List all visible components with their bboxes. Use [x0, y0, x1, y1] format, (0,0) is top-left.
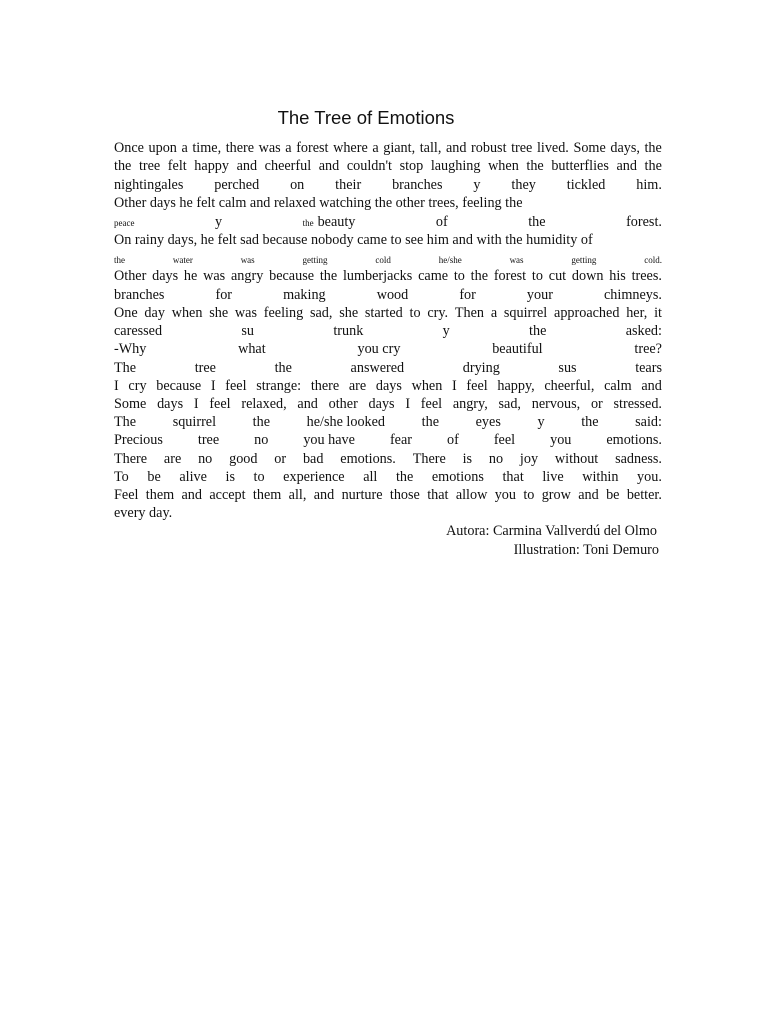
text-line [114, 431, 662, 449]
word: of [435, 214, 448, 230]
word: fear [389, 432, 412, 448]
word: squirrel [503, 305, 548, 321]
word: emotions. [606, 432, 662, 448]
word: within [582, 469, 619, 485]
text-line-content: On rainy days, he felt sad because nobody came to see him and with the humidity of [114, 232, 593, 248]
word: you have [303, 432, 355, 448]
word: of [447, 432, 459, 448]
word: One [114, 305, 138, 321]
text-line [114, 213, 662, 231]
word: cheerful [264, 158, 312, 174]
word: bad [302, 451, 324, 467]
word: time, [192, 140, 222, 156]
word: for [459, 287, 476, 303]
word: a [490, 305, 498, 321]
word: she [339, 305, 359, 321]
word: tall, [419, 140, 442, 156]
word: answered [350, 360, 405, 376]
word: the [114, 255, 125, 265]
illustration-credit: Illustration: Toni Demuro [513, 542, 659, 558]
word: the [644, 158, 662, 174]
word: their [335, 177, 362, 193]
word: that [427, 487, 449, 503]
word: better. [626, 487, 662, 503]
word: because [156, 378, 202, 394]
word: peace [114, 218, 135, 228]
word: you [494, 487, 516, 503]
word: getting [571, 255, 597, 265]
word: experience [283, 469, 345, 485]
word: where [333, 140, 368, 156]
word: all [363, 469, 378, 485]
word: Some [573, 140, 606, 156]
text-line [114, 468, 662, 486]
word: cold [375, 255, 391, 265]
word: he/she [438, 255, 462, 265]
word: you. [637, 469, 662, 485]
word: sus [558, 360, 577, 376]
word: or [274, 451, 287, 467]
word: The [114, 414, 137, 430]
word: the [252, 414, 270, 430]
word: approached [554, 305, 620, 321]
word: butterflies [551, 158, 609, 174]
word: sadness. [615, 451, 662, 467]
word: to [523, 487, 535, 503]
text-line [114, 450, 662, 468]
word: no [198, 451, 213, 467]
word: be [606, 487, 620, 503]
author-credit: Autora: Carmina Vallverdú del Olmo [446, 523, 657, 539]
word: relaxed, [241, 396, 287, 412]
word: day [144, 305, 165, 321]
word: the [529, 323, 547, 339]
word: they [511, 177, 536, 193]
word: him. [636, 177, 662, 193]
word: Other [114, 268, 147, 284]
word: beauty [317, 214, 356, 230]
word: no [488, 451, 504, 467]
text-line [114, 267, 662, 285]
word: there [225, 140, 255, 156]
word: is [225, 469, 235, 485]
word: To [114, 469, 129, 485]
word: There [412, 451, 446, 467]
word: trunk [333, 323, 364, 339]
word: to [253, 469, 265, 485]
word: no [254, 432, 269, 448]
word: cold. [644, 255, 662, 265]
word: her, [626, 305, 648, 321]
word: emotions [431, 469, 484, 485]
word: because [269, 268, 315, 284]
word: the [114, 158, 132, 174]
word: when [171, 305, 203, 321]
word: Feel [114, 487, 139, 503]
text-line [114, 322, 662, 340]
word: allow [455, 487, 488, 503]
word: cry [128, 378, 147, 394]
word: alive [179, 469, 207, 485]
word: trees. [631, 268, 662, 284]
word: stressed. [613, 396, 662, 412]
word: angry [231, 268, 264, 284]
text-line [114, 395, 662, 413]
word: and [578, 487, 599, 503]
word: to [531, 268, 543, 284]
word: are [348, 378, 367, 394]
word: perched [214, 177, 260, 193]
word: and [445, 140, 467, 156]
word: was [234, 305, 257, 321]
word: and [318, 158, 340, 174]
word: tree [138, 158, 161, 174]
text-line [114, 377, 662, 395]
word: was [509, 255, 524, 265]
word: there [310, 378, 340, 394]
word: the [421, 414, 439, 430]
illustration-credit-line [114, 541, 659, 559]
word: you [550, 432, 572, 448]
word: tree [194, 360, 216, 376]
text-line [114, 340, 662, 358]
word: beautiful [492, 341, 543, 357]
word: and [236, 158, 258, 174]
word: grow [541, 487, 571, 503]
word: tree [197, 432, 220, 448]
word: tree [511, 140, 533, 156]
word: stop [399, 158, 424, 174]
word: and [641, 378, 662, 394]
word: Precious [114, 432, 163, 448]
word: happy [194, 158, 229, 174]
word: when [488, 158, 519, 174]
word: feel [225, 378, 247, 394]
word: them [145, 487, 175, 503]
text-line [114, 359, 662, 377]
word: water [172, 255, 193, 265]
word: drying [462, 360, 500, 376]
word: I [210, 378, 216, 394]
text-line [114, 176, 662, 194]
word: y [473, 177, 481, 193]
word: tickled [566, 177, 606, 193]
word: y [442, 323, 450, 339]
word: good [229, 451, 258, 467]
word: it [654, 305, 662, 321]
word: started [364, 305, 403, 321]
word: upon [148, 140, 177, 156]
author-credit-line [114, 522, 657, 540]
word: feel [209, 396, 231, 412]
word: the [581, 414, 599, 430]
word: lumberjacks [342, 268, 413, 284]
word: and [313, 487, 335, 503]
word: forest [493, 268, 527, 284]
word: your [526, 287, 553, 303]
word: other [328, 396, 358, 412]
word: for [215, 287, 233, 303]
word: lived. [536, 140, 569, 156]
word: making [283, 287, 326, 303]
word: days [157, 396, 184, 412]
document-title: The Tree of Emotions [277, 107, 455, 128]
word: squirrel [172, 414, 217, 430]
word: branches [114, 287, 165, 303]
text-line [114, 139, 662, 157]
word: There [114, 451, 148, 467]
word: and [181, 487, 202, 503]
text-line-content: every day. [114, 505, 173, 521]
word: asked: [625, 323, 662, 339]
word: giant, [383, 140, 416, 156]
word: Then [454, 305, 485, 321]
word: robust [471, 140, 507, 156]
word: you cry [357, 341, 401, 357]
word: caressed [114, 323, 163, 339]
word: is [462, 451, 473, 467]
word: felt [167, 158, 187, 174]
word: I [405, 396, 411, 412]
word: strange: [256, 378, 302, 394]
word: those [389, 487, 420, 503]
word: Some [114, 396, 147, 412]
word: all, [288, 487, 307, 503]
word: forest. [626, 214, 662, 230]
word: sad, [309, 305, 333, 321]
word: y [537, 414, 545, 430]
word: joy [519, 451, 539, 467]
word: sad, [498, 396, 521, 412]
text-line [114, 231, 662, 249]
word: happy, [497, 378, 535, 394]
word: without [554, 451, 599, 467]
word: calm [604, 378, 632, 394]
word: he [183, 268, 198, 284]
word: down [571, 268, 604, 284]
word: the [274, 360, 292, 376]
word: chimneys. [604, 287, 662, 303]
word: his [609, 268, 626, 284]
word: and [297, 396, 318, 412]
text-line [114, 413, 662, 431]
word: forest [296, 140, 329, 156]
word: Once [114, 140, 144, 156]
word: said: [635, 414, 662, 430]
word: the [528, 214, 546, 230]
word: a [372, 140, 379, 156]
word: y [214, 214, 223, 230]
word: the [644, 140, 662, 156]
word: days [375, 378, 402, 394]
word: nervous, [531, 396, 581, 412]
text-line [114, 286, 662, 304]
word: days [368, 396, 395, 412]
word: live [542, 469, 564, 485]
word: couldn't [346, 158, 392, 174]
word: wood [376, 287, 409, 303]
word: I [193, 396, 199, 412]
word: the [526, 158, 544, 174]
word: a [181, 140, 188, 156]
word: days, [610, 140, 640, 156]
word: to [409, 305, 421, 321]
word: feel [420, 396, 443, 412]
word: them [252, 487, 282, 503]
word: are [163, 451, 182, 467]
word: a [285, 140, 292, 156]
word: feel [493, 432, 516, 448]
word: was [240, 255, 255, 265]
word: tears [635, 360, 662, 376]
word: was [258, 140, 281, 156]
text-line-content: Other days he felt calm and relaxed watching the other trees, feeling the [114, 195, 523, 211]
word: branches [392, 177, 443, 193]
text-line [114, 486, 662, 504]
word: I [452, 378, 457, 394]
word: cry. [427, 305, 449, 321]
word: feeling [263, 305, 304, 321]
text-line [114, 157, 662, 175]
word: be [147, 469, 161, 485]
word: The [114, 360, 137, 376]
word: to [453, 268, 465, 284]
word: cut [548, 268, 567, 284]
word: accept [209, 487, 246, 503]
word: laughing [430, 158, 481, 174]
word: the [395, 469, 414, 485]
word: when [411, 378, 443, 394]
word: nurture [341, 487, 383, 503]
word: and [616, 158, 637, 174]
word: feel [466, 378, 488, 394]
word: she [209, 305, 229, 321]
word: the [302, 218, 314, 228]
word: nightingales [114, 177, 184, 193]
word: was [203, 268, 226, 284]
word: came [418, 268, 449, 284]
word: on [290, 177, 305, 193]
word: tree? [634, 341, 662, 357]
word: eyes [475, 414, 501, 430]
word: cheerful, [544, 378, 595, 394]
text-line [114, 194, 662, 212]
word: days [152, 268, 179, 284]
word: -Why [114, 341, 147, 357]
word: I [114, 378, 119, 394]
word: the [470, 268, 489, 284]
text-line [114, 304, 662, 322]
word: getting [302, 255, 328, 265]
word: su [241, 323, 255, 339]
word: what [238, 341, 266, 357]
word: the [319, 268, 338, 284]
word-group [303, 213, 356, 232]
word: he/she looked [306, 414, 386, 430]
word: or [590, 396, 603, 412]
word: that [502, 469, 524, 485]
text-line [114, 504, 662, 522]
word: angry, [452, 396, 488, 412]
word: emotions. [340, 451, 396, 467]
